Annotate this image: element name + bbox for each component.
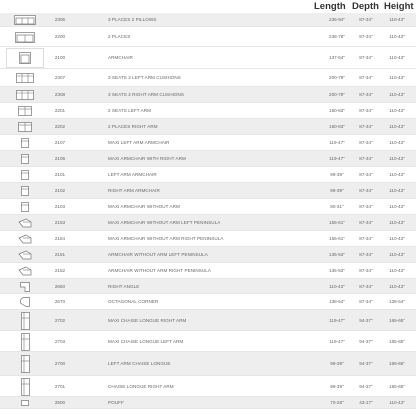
table-row[interactable] <box>0 27 416 47</box>
table-row[interactable] <box>0 376 416 397</box>
product-description: MAXI ARMCHAIR WITHOUT ARM <box>108 204 180 209</box>
product-description: POUFF <box>108 400 124 405</box>
product-code: 2102 <box>54 188 66 193</box>
height-value: 110-43" <box>389 188 405 193</box>
maxi-armchair-no-arm-icon <box>8 199 42 215</box>
height-value: 110-43" <box>389 284 405 289</box>
table-row[interactable] <box>0 103 416 119</box>
height-value: 110-43" <box>389 268 405 273</box>
depth-value: 94-37" <box>359 361 373 366</box>
height-value: 165-65" <box>389 361 405 366</box>
maxi-armchair-right-icon <box>8 151 42 167</box>
product-code: 2702 <box>54 318 66 323</box>
table-row[interactable] <box>0 13 416 27</box>
product-description: RIGHT ANGLE <box>108 284 140 289</box>
table-header <box>0 0 416 13</box>
armchair-right-icon <box>8 183 42 199</box>
length-value: 200-79" <box>329 75 345 80</box>
depth-value: 87-34" <box>359 220 373 225</box>
height-value: 165-65" <box>389 339 405 344</box>
depth-value: 43-17" <box>359 400 373 405</box>
table-row[interactable] <box>0 87 416 103</box>
depth-value: 87-34" <box>359 204 373 209</box>
product-description: 3 SEATS 2 RIGHT ARM CUSHIONS <box>108 92 185 97</box>
depth-value: 94-37" <box>359 339 373 344</box>
table-row[interactable] <box>0 247 416 263</box>
maxi-chaise-right-icon <box>8 310 42 331</box>
height-value: 138-54" <box>389 299 405 304</box>
length-value: 80-31" <box>330 204 344 209</box>
product-description: 3 SEATS 2 LEFT ARM CUSHIONS <box>108 75 181 80</box>
height-column-header: Height <box>384 1 414 12</box>
product-code: 2700 <box>54 361 66 366</box>
height-value: 110-43" <box>389 92 405 97</box>
product-description: LEFT ARM CHAISE LONGUE <box>108 361 171 366</box>
chaise-left-icon <box>8 352 42 376</box>
depth-value: 87-34" <box>359 236 373 241</box>
height-value: 110-43" <box>389 140 405 145</box>
armchair-left-icon <box>8 167 42 183</box>
product-code: 2201 <box>54 108 66 113</box>
depth-value: 87-34" <box>359 188 373 193</box>
table-row[interactable] <box>0 263 416 279</box>
pouff-icon <box>8 397 42 409</box>
sofa-3-seat-left-icon <box>8 69 42 87</box>
length-value: 119-47" <box>329 140 345 145</box>
table-row[interactable] <box>0 279 416 294</box>
table-row[interactable] <box>0 167 416 183</box>
depth-value: 87-34" <box>359 284 373 289</box>
product-description: ARMCHAIR <box>108 55 133 60</box>
length-value: 110-43" <box>329 284 345 289</box>
height-value: 110-43" <box>389 55 405 60</box>
product-code: 2106 <box>54 156 66 161</box>
product-description: MAXI CHAISE LONGUE RIGHT ARM <box>108 318 187 323</box>
table-row[interactable] <box>0 119 416 135</box>
product-description: 2 PLACES RIGHT ARM <box>108 124 158 129</box>
table-row[interactable] <box>0 47 416 69</box>
length-value: 99-39" <box>330 188 344 193</box>
product-description: MAXI CHAISE LONGUE LEFT ARM <box>108 339 184 344</box>
length-value: 99-39" <box>330 361 344 366</box>
peninsula-right-icon <box>8 231 42 247</box>
product-description: LEFT ARM ARMCHAIR <box>108 172 157 177</box>
height-value: 110-43" <box>389 172 405 177</box>
table-row[interactable] <box>0 397 416 409</box>
depth-value: 87-34" <box>359 299 373 304</box>
product-description: ARMCHAIR WITHOUT ARM LEFT PENINSULA <box>108 252 208 257</box>
table-row[interactable] <box>0 215 416 231</box>
product-description: MAXI ARMCHAIR WITHOUT ARM LEFT PENINSULA <box>108 220 221 225</box>
height-value: 110-43" <box>389 156 405 161</box>
product-description: MAXI ARMCHAIR WITH RIGHT ARM <box>108 156 186 161</box>
depth-value: 87-34" <box>359 156 373 161</box>
depth-value: 87-34" <box>359 34 373 39</box>
product-description: ARMCHAIR WITHOUT ARM RIGHT PENINSULA <box>108 268 211 273</box>
length-value: 236-78" <box>329 34 345 39</box>
depth-value: 87-34" <box>359 124 373 129</box>
product-code: 2103 <box>54 204 66 209</box>
maxi-armchair-left-icon <box>8 135 42 151</box>
armchair-icon <box>6 48 44 68</box>
product-code: 2306 <box>54 17 66 22</box>
product-description: 3 PLACES 2 PILLOWS <box>108 17 157 22</box>
table-row[interactable] <box>0 69 416 87</box>
product-code: 2200 <box>54 34 66 39</box>
depth-value: 87-34" <box>359 268 373 273</box>
table-row[interactable] <box>0 135 416 151</box>
product-description: RIGHT ARM ARMCHAIR <box>108 188 160 193</box>
length-value: 70-28" <box>330 400 344 405</box>
length-value: 236-94" <box>329 17 345 22</box>
height-value: 110-43" <box>389 34 405 39</box>
height-value: 110-43" <box>389 204 405 209</box>
product-code: 2101 <box>54 172 66 177</box>
sofa-3-seat-right-icon <box>8 87 42 103</box>
length-value: 119-47" <box>329 318 345 323</box>
height-value: 165-65" <box>389 384 405 389</box>
maxi-chaise-left-icon <box>8 331 42 352</box>
depth-value: 87-34" <box>359 75 373 80</box>
length-value: 99-39" <box>330 172 344 177</box>
peninsula-left-icon <box>8 215 42 231</box>
product-code: 2202 <box>54 124 66 129</box>
table-row[interactable] <box>0 352 416 376</box>
length-value: 155-61" <box>329 236 345 241</box>
table-row[interactable] <box>0 183 416 199</box>
chaise-right-icon <box>8 376 42 397</box>
product-code: 2100 <box>54 55 66 60</box>
product-code: 2154 <box>54 236 66 241</box>
product-description: 2 PLACES <box>108 34 131 39</box>
height-value: 110-43" <box>389 108 405 113</box>
height-value: 110-43" <box>389 75 405 80</box>
length-value: 160-63" <box>329 124 345 129</box>
depth-value: 87-34" <box>359 140 373 145</box>
depth-value: 94-37" <box>359 384 373 389</box>
product-code: 2500 <box>54 400 66 405</box>
product-code: 2670 <box>54 299 66 304</box>
depth-value: 87-34" <box>359 17 373 22</box>
product-description: MAXI LEFT ARM ARMCHAIR <box>108 140 170 145</box>
length-value: 135-53" <box>329 252 345 257</box>
depth-value: 94-37" <box>359 318 373 323</box>
product-code: 2151 <box>54 252 66 257</box>
length-value: 99-39" <box>330 384 344 389</box>
octagonal-corner-icon <box>8 294 42 310</box>
armchair-peninsula-right-icon <box>8 263 42 279</box>
product-code: 2701 <box>54 384 66 389</box>
depth-value: 87-34" <box>359 92 373 97</box>
table-row[interactable] <box>0 151 416 167</box>
length-value: 119-47" <box>329 339 345 344</box>
product-description: 2 SEATS LEFT ARM <box>108 108 152 113</box>
sofa-2-seat-icon <box>8 27 42 47</box>
right-angle-icon <box>8 279 42 294</box>
depth-column-header: Depth <box>352 1 379 12</box>
product-code: 2152 <box>54 268 66 273</box>
length-value: 160-63" <box>329 108 345 113</box>
product-description: MAXI ARMCHAIR WITHOUT ARM RIGHT PENINSULA <box>108 236 224 241</box>
table-row[interactable] <box>0 331 416 352</box>
length-column-header: Length <box>314 1 346 12</box>
length-value: 155-61" <box>329 220 345 225</box>
product-code: 2308 <box>54 92 66 97</box>
height-value: 110-43" <box>389 124 405 129</box>
table-row[interactable] <box>0 199 416 215</box>
length-value: 135-53" <box>329 268 345 273</box>
depth-value: 87-34" <box>359 172 373 177</box>
product-code: 2703 <box>54 339 66 344</box>
product-code: 2307 <box>54 75 66 80</box>
height-value: 110-43" <box>389 17 405 22</box>
table-row[interactable] <box>0 231 416 247</box>
height-value: 165-65" <box>389 318 405 323</box>
table-row[interactable] <box>0 310 416 331</box>
product-code: 2153 <box>54 220 66 225</box>
depth-value: 87-34" <box>359 55 373 60</box>
length-value: 200-79" <box>329 92 345 97</box>
product-description: CHAISE LONGUE RIGHT ARM <box>108 384 174 389</box>
height-value: 110-43" <box>389 252 405 257</box>
table-body <box>0 13 416 409</box>
length-value: 138-54" <box>329 299 345 304</box>
sofa-2-seat-right-icon <box>8 119 42 135</box>
length-value: 119-47" <box>329 156 345 161</box>
height-value: 110-43" <box>389 400 405 405</box>
depth-value: 87-34" <box>359 252 373 257</box>
table-row[interactable] <box>0 294 416 310</box>
height-value: 110-43" <box>389 220 405 225</box>
sofa-2-seat-left-icon <box>8 103 42 119</box>
armchair-peninsula-left-icon <box>8 247 42 263</box>
sofa-3-seat-pillows-icon <box>8 13 42 27</box>
depth-value: 87-34" <box>359 108 373 113</box>
height-value: 110-43" <box>389 236 405 241</box>
product-description: OCTAGONAL CORNER <box>108 299 159 304</box>
product-code: 2107 <box>54 140 66 145</box>
product-code: 2650 <box>54 284 66 289</box>
length-value: 137-54" <box>329 55 345 60</box>
